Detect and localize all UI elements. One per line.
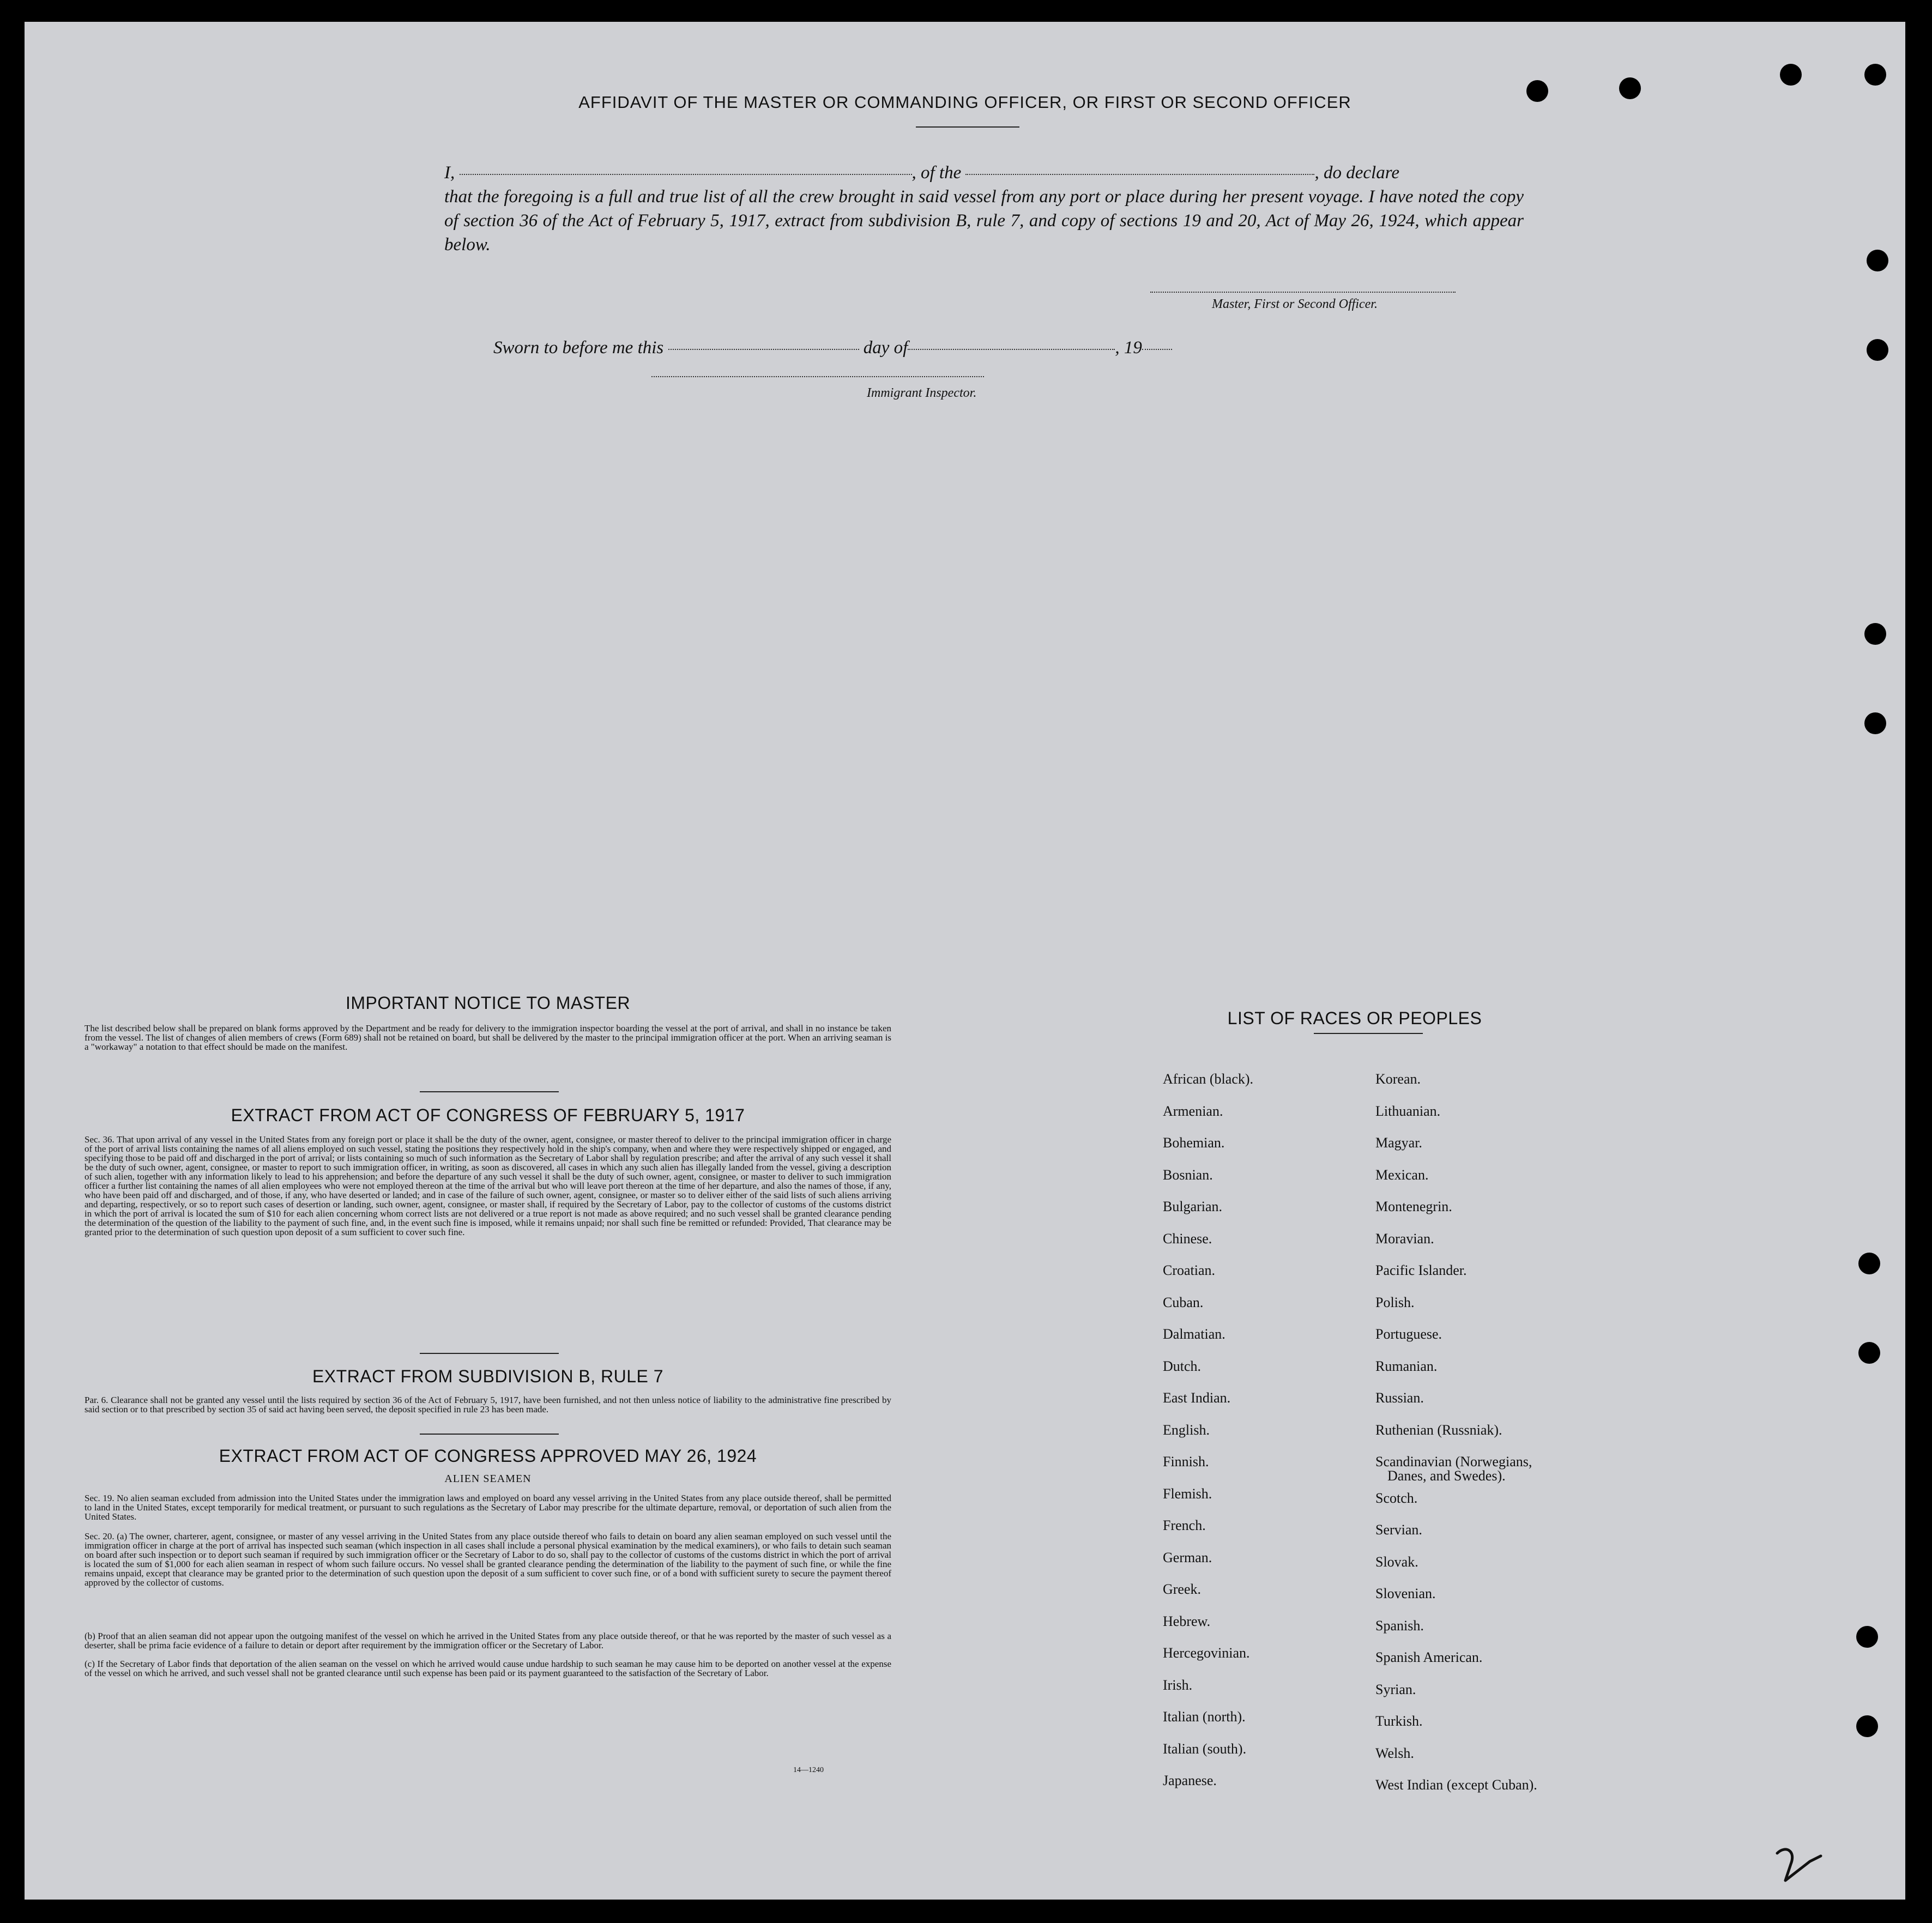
race-item: East Indian. (1163, 1390, 1231, 1406)
inspector-signature-line[interactable] (651, 376, 984, 377)
punch-hole (1864, 623, 1886, 645)
rule-7-title: EXTRACT FROM SUBDIVISION B, RULE 7 (312, 1366, 664, 1386)
race-item: Russian. (1375, 1390, 1424, 1406)
race-item: Montenegrin. (1375, 1199, 1452, 1214)
race-item: Moravian. (1375, 1230, 1434, 1247)
section-divider (420, 1434, 559, 1435)
punch-hole (1867, 250, 1888, 271)
vessel-label: , of the (911, 163, 962, 183)
race-item: Spanish. (1375, 1617, 1424, 1634)
race-item: Italian (south). (1163, 1740, 1247, 1757)
race-item: Polish. (1375, 1294, 1415, 1310)
extract-1917-title: EXTRACT FROM ACT OF CONGRESS OF FEBRUARY 5, 1917 (231, 1105, 745, 1125)
handwritten-mark (1769, 1842, 1834, 1891)
sec-20a-text: Sec. 20. (a) The owner, charterer, agent, consignee, or master of any vessel arriving in the United States from any place outside thereof who fails to detain on board any alien seaman employed on such vessel until the immigration officer in charge at the port of arrival has inspected such seaman (which inspection in all cases shall include a personal physical examination by the medical examiners), or who fails to detain such seaman on board after such inspection or to deport such seaman if required by such immigration officer or the Secretary of Labor to do so, shall pay to the collector of customs of the customs district in which the port of arrival is located the sum of $1,000 for each alien seaman in respect of whom such failure occurs. No vessel shall be granted clearance pending the determination of the liability to the payment of such fine, or while the fine remains unpaid, except that clearance may be granted prior to the determination of such question upon the deposit of a sum sufficient to cover such fine, or of a bond with sufficient surety to secure the payment thereof approved by the collector of customs. (84, 1531, 891, 1588)
race-item: Scandinavian (Norwegians, (1375, 1454, 1532, 1470)
race-item: Dalmatian. (1163, 1326, 1225, 1342)
race-item: African (black). (1163, 1071, 1254, 1087)
race-item: Irish. (1163, 1677, 1193, 1693)
rule-7-text: Par. 6. Clearance shall not be granted any vessel until the lists required by section 36 of the Act of February 5, 1917, have been furnished, and not then unless notice of liability to the administrative fine prescribed by said section or to that prescribed by section 35 of said act having been served, the deposit specified in rule 23 has been made. (84, 1395, 891, 1414)
punch-hole (1864, 712, 1886, 734)
race-item: Servian. (1375, 1522, 1422, 1538)
races-title: LIST OF RACES OR PEOPLES (1227, 1008, 1482, 1028)
race-item: French. (1163, 1517, 1206, 1533)
punch-hole (1856, 1715, 1878, 1737)
declare-label: , do declare (1314, 163, 1399, 183)
master-signature-line[interactable] (1150, 292, 1456, 293)
declarant-name-field[interactable] (460, 174, 912, 175)
race-item: West Indian (except Cuban). (1375, 1777, 1537, 1793)
notice-title: IMPORTANT NOTICE TO MASTER (345, 993, 631, 1013)
manifest-form-page (25, 22, 1905, 1900)
declarant-label: I, (444, 163, 455, 183)
race-item: Bosnian. (1163, 1166, 1213, 1183)
race-item: Korean. (1375, 1071, 1421, 1087)
form-number: 14—1240 (793, 1766, 824, 1774)
punch-hole (1867, 339, 1888, 361)
sworn-year-field[interactable] (1142, 349, 1172, 350)
race-item: German. (1163, 1549, 1212, 1565)
sworn-line (493, 338, 1172, 358)
race-item: Lithuanian. (1375, 1103, 1441, 1119)
vessel-name-field[interactable] (965, 174, 1314, 175)
inspector-caption: Immigrant Inspector. (867, 386, 977, 400)
race-item: Mexican. (1375, 1166, 1429, 1183)
punch-hole (1864, 64, 1886, 86)
race-item: Scotch. (1375, 1490, 1418, 1506)
affidavit-body (444, 161, 1524, 257)
race-item: Greek. (1163, 1581, 1202, 1597)
punch-hole (1780, 64, 1802, 86)
race-item: Italian (north). (1163, 1709, 1246, 1725)
year-label: , 19 (1115, 338, 1142, 358)
race-item: Magyar. (1375, 1135, 1422, 1151)
declaration-line (444, 161, 1524, 185)
race-item: Slovak. (1375, 1553, 1418, 1570)
punch-hole (1858, 1342, 1880, 1364)
punch-hole (1856, 1626, 1878, 1648)
sworn-month-field[interactable] (908, 349, 1115, 350)
sworn-label: Sworn to before me this (493, 338, 664, 358)
race-item: Rumanian. (1375, 1358, 1438, 1374)
race-item: Armenian. (1163, 1103, 1223, 1119)
race-item: Danes, and Swedes). (1387, 1468, 1506, 1484)
affidavit-title: AFFIDAVIT OF THE MASTER OR COMMANDING OFFICER, OR FIRST OR SECOND OFFICER (578, 93, 1351, 112)
race-item: Finnish. (1163, 1454, 1209, 1470)
title-underline (916, 126, 1019, 128)
race-item: Spanish American. (1375, 1649, 1483, 1665)
race-item: Cuban. (1163, 1294, 1204, 1310)
extract-1917-text: Sec. 36. That upon arrival of any vessel in the United States from any foreign port or place it shall be the duty of the owner, agent, consignee, or master thereof to deliver to the principal immigration officer in charge of the port of arrival lists containing the names of all aliens employed on such vessel, stating the positions they respectively hold in the ship's company, when and where they were respectively shipped or engaged, and specifying those to be paid off and discharged in the port of arrival; or lists containing so much of such information as the Secretary of Labor shall by regulation prescribe; and after the arrival of any such vessel it shall be the duty of such owner, agent, consignee, or master to report to such immigration officer, in writing, as soon as discovered, all cases in which any such alien has illegally landed from the vessel, giving a description of such alien, together with any information likely to lead to his apprehension; and before the departure of any such vessel it shall be the duty of such owner, agent, consignee, or master to deliver to such immigration officer a further list containing the names of all alien employees who were not employed thereon at the time of the arrival but who will leave port thereon at the time of her departure, and also the names of those, if any, who have been paid off and discharged, and of those, if any, who have deserted or landed; and in case of the failure of such owner, agent, consignee, or master so to deliver either of the said lists of such aliens arriving and departing, respectively, or so to report such cases of desertion or landing, such owner, agent, consignee, or master shall, if required by the Secretary of Labor, pay to the collector of customs of the customs district in which the port of arrival is located the sum of $10 for each alien concerning whom correct lists are not delivered or a true report is not made as above required; and no such vessel shall be granted clearance pending the determination of the question of the liability to the payment of such fine, and, in the event such fine is imposed, while it remains unpaid; nor shall such fine be remitted or refunded: Provided, That clearance may be granted prior to the determination of such question upon deposit of a sum sufficient to cover such fine. (84, 1134, 891, 1237)
alien-seamen-heading: ALIEN SEAMEN (444, 1473, 532, 1485)
section-divider (420, 1353, 559, 1354)
sec-20c-text: (c) If the Secretary of Labor finds that deportation of the alien seaman on the vessel on which he arrived would cause undue hardship to such seaman he may cause him to be deported on another vessel at the expense of the vessel on which he arrived, and such vessel shall not be granted clearance until such expense has been paid or its payment guaranteed to the satisfaction of the Secretary of Labor. (84, 1659, 891, 1678)
punch-hole (1858, 1253, 1880, 1274)
race-item: Welsh. (1375, 1745, 1414, 1761)
sec-19-text: Sec. 19. No alien seaman excluded from admission into the United States under the immigration laws and employed on board any vessel arriving in the United States from any place outside thereof, shall be permitted to land in the United States, except temporarily for medical treatment, or pursuant to such regulations as the Secretary of Labor may prescribe for the ultimate departure, removal, or deportation of such alien from the United States. (84, 1493, 891, 1522)
race-item: English. (1163, 1422, 1210, 1438)
race-item: Hercegovinian. (1163, 1645, 1250, 1661)
race-item: Chinese. (1163, 1230, 1212, 1247)
race-item: Flemish. (1163, 1485, 1212, 1502)
extract-1924-title: EXTRACT FROM ACT OF CONGRESS APPROVED MAY 26, 1924 (219, 1446, 757, 1466)
race-item: Pacific Islander. (1375, 1262, 1467, 1278)
race-item: Dutch. (1163, 1358, 1202, 1374)
sec-20b-text: (b) Proof that an alien seaman did not appear upon the outgoing manifest of the vessel on which he arrived in the United States from any place outside thereof, or that he was reported by the master of such vessel as a deserter, shall be prima facie evidence of a failure to detain or deport after requirement by the immigration officer or the Secretary of Labor. (84, 1631, 891, 1650)
race-item: Turkish. (1375, 1713, 1423, 1729)
section-divider (420, 1091, 559, 1092)
race-item: Syrian. (1375, 1681, 1416, 1697)
declaration-text: that the foregoing is a full and true list of all the crew brought in said vessel from any port or place during her present voyage. I have noted the copy of section 36 of the Act of February 5, 1917, extract from subdivision B, rule 7, and copy of sections 19 and 20, Act of May 26, 1924, which appear below. (444, 187, 1524, 255)
notice-text: The list described below shall be prepared on blank forms approved by the Department and be ready for delivery to the immigration inspector boarding the vessel at the port of arrival, and shall in no instance be taken from the vessel. The list of changes of alien members of crews (Form 689) shall not be retained on board, but shall be delivered by the master to the principal immigration officer at the port. When an arriving seaman is a "workaway" a notation to that effect should be made on the manifest. (84, 1023, 891, 1052)
race-item: Portuguese. (1375, 1326, 1442, 1342)
race-item: Croatian. (1163, 1262, 1216, 1278)
race-item: Japanese. (1163, 1773, 1217, 1788)
races-title-underline (1314, 1033, 1423, 1034)
race-item: Hebrew. (1163, 1613, 1211, 1629)
master-signature-caption: Master, First or Second Officer. (1212, 297, 1378, 311)
day-of-label: day of (863, 338, 908, 358)
race-item: Bulgarian. (1163, 1199, 1223, 1214)
sworn-date-field[interactable] (668, 349, 859, 350)
race-item: Bohemian. (1163, 1135, 1225, 1151)
race-item: Slovenian. (1375, 1586, 1436, 1601)
race-item: Ruthenian (Russniak). (1375, 1422, 1502, 1438)
